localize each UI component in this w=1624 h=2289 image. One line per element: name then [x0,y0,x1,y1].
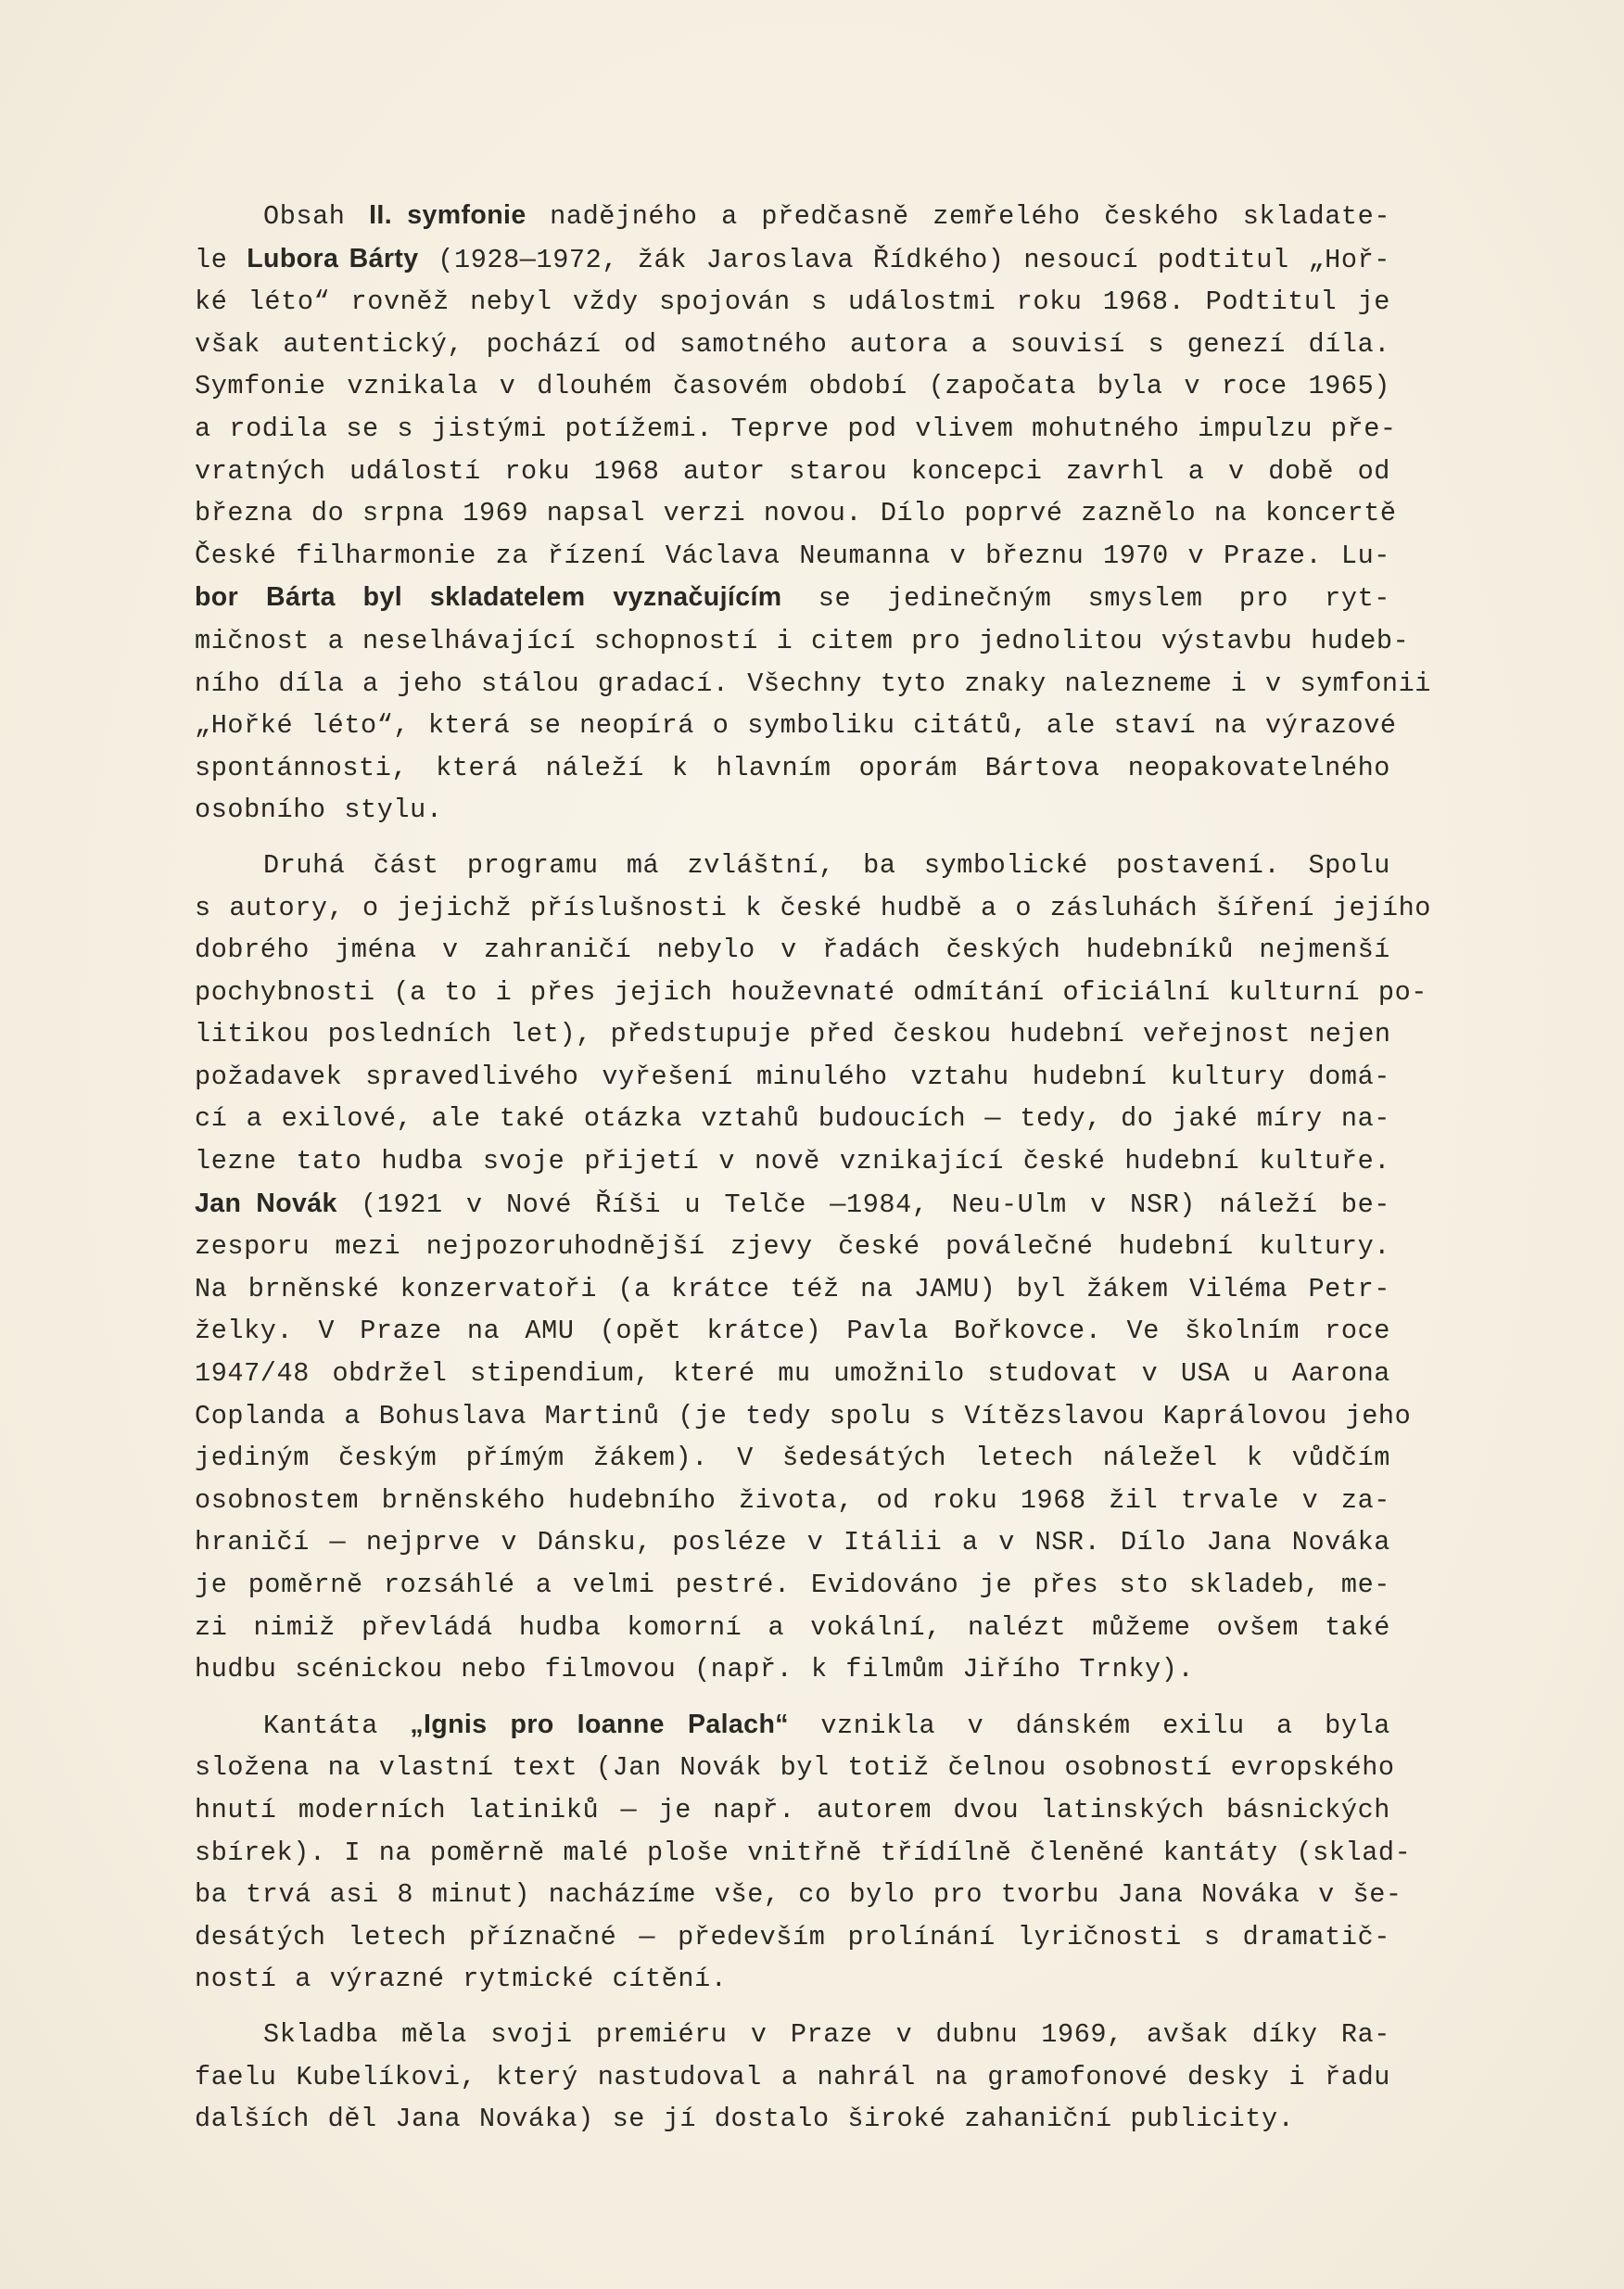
text-line [195,492,1397,535]
text-line [195,1832,1412,1875]
text-line [195,705,1397,747]
text-segment: spontánnosti, která náleží k hlavním oporám Bártova neopakovatelného [195,752,1390,783]
text-segment: března do srpna 1969 napsal verzi novou. Dílo poprvé zaznělo na koncertě [195,498,1397,529]
text-segment: je poměrně rozsáhlé a velmi pestré. Evidováno je přes sto skladeb, me- [195,1570,1390,1600]
text-segment: litikou posledních let), předstupuje před českou hudební veřejnost nejen [195,1019,1391,1050]
text-segment: ké léto“ rovněž nebyl vždy spojován s událostmi roku 1968. Podtitul je [195,286,1390,318]
text-segment: nadějného a předčasně zemřelého českého skladate- [526,201,1391,232]
text-segment: složena na vlastní text (Jan Novák byl totiž čelnou osobností evropského [195,1752,1395,1784]
text-segment: ba trvá asi 8 minut) nacházíme vše, co bylo pro tvorbu Jana Nováka v še- [195,1879,1402,1911]
text-line [195,1521,1390,1564]
text-segment: Na brněnské konzervatoři (a krátce též na JAMU) byl žákem Viléma Petr- [195,1273,1390,1304]
text-line [195,1056,1390,1099]
text-line [195,1648,1390,1691]
bold-text: bor Bárta byl skladatelem vyznačujícím [195,582,782,613]
text-line [195,1916,1390,1959]
text-segment: Druhá část programu má zvláštní, ba symbolické postavení. Spolu [263,849,1390,881]
text-line [195,195,1390,238]
text-segment: ností a výrazné rytmické cítění. [195,1964,728,1995]
text-segment: dalších děl Jana Nováka) se jí dostalo široké zahaniční publicity. [195,2104,1295,2135]
text-line [195,2056,1390,2099]
text-line [195,2014,1390,2056]
text-line [195,365,1390,408]
text-segment: zesporu mezi nejpozoruhodnější zjevy české poválečné hudební kultury. [195,1231,1390,1263]
text-segment: Coplanda a Bohuslava Martinů (je tedy spolu s Vítězslavou Kaprálovou jeho [195,1400,1412,1431]
paragraph-p3 [195,1704,1412,2001]
text-line [195,451,1390,493]
text-line [195,408,1397,451]
text-line [195,1789,1390,1832]
bold-text: „Ignis pro Ioanne Palach“ [410,1709,789,1739]
text-segment: vratných událostí roku 1968 autor starou koncepci zavrhl a v době od [195,455,1390,487]
text-line [195,1747,1395,1789]
text-segment: zi nimiž převládá hudba komorní a vokální, nalézt můžeme ovšem také [195,1611,1390,1643]
text-line [195,1480,1390,1522]
text-segment: osobnostem brněnského hudebního života, od roku 1968 žil trvale v za- [195,1484,1390,1516]
text-segment: požadavek spravedlivého vyřešení minulého vztahu hudební kultury domá- [195,1061,1390,1092]
text-segment: mičnost a neselhávající schopností i citem pro jednolitou výstavbu hudeb- [195,625,1410,656]
text-segment: 1947/48 obdržel stipendium, které mu umožnilo studovat v USA u Aarona [195,1358,1390,1390]
text-line [195,1140,1390,1183]
text-line [195,929,1390,972]
text-line [195,789,1390,832]
text-segment: želky. V Praze na AMU (opět krátce) Pavla Bořkovce. Ve školním roce [195,1316,1390,1347]
text-line [195,2098,1390,2141]
paragraph-p2 [195,845,1432,1691]
text-segment: desátých letech příznačné — především prolínání lyričnosti s dramatič- [195,1921,1390,1952]
text-segment: se jedinečným smyslem pro ryt- [781,583,1390,615]
text-line [195,1098,1390,1140]
text-line [195,1226,1390,1268]
text-segment: vznikla v dánském exilu a byla [788,1710,1390,1741]
text-line [195,1013,1390,1056]
text-segment: cí a exilové, ale také otázka vztahů budoucích — tedy, do jaké míry na- [195,1103,1390,1135]
text-segment: jediným českým přímým žákem). V šedesátých letech náležel k vůdčím [195,1443,1390,1474]
body-text [195,195,1432,2154]
text-line [195,747,1390,790]
text-line [195,577,1390,620]
text-line [195,1353,1390,1395]
text-line [195,1395,1412,1438]
text-line [195,281,1390,324]
text-line [195,1874,1402,1916]
text-segment: hudbu scénickou nebo filmovou (např. k filmům Jiřího Trnky). [195,1654,1195,1685]
text-segment: a rodila se s jistými potížemi. Teprve pod vlivem mohutného impulzu pře- [195,413,1397,444]
text-segment: hraničí — nejprve v Dánsku, posléze v Itálii a v NSR. Dílo Jana Nováka [195,1527,1390,1558]
text-line [195,324,1390,366]
text-segment: sbírek). I na poměrně malé ploše vnitřně třídílně členěné kantáty (sklad- [195,1837,1412,1868]
text-line [195,887,1432,930]
text-segment: Symfonie vznikala v dlouhém časovém období (započata byla v roce 1965) [195,371,1390,402]
text-line [195,1564,1390,1607]
text-segment: lezne tato hudba svoje přijetí v nově vznikající české hudební kultuře. [195,1146,1390,1177]
text-segment: Kantáta [263,1710,411,1741]
text-line [195,663,1432,706]
text-segment: ního díla a jeho stálou gradací. Všechny tyto znaky nalezneme i v symfonii [195,668,1432,699]
paragraph-p4 [195,2014,1390,2141]
text-segment: faelu Kubelíkovi, který nastudoval a nahrál na gramofonové desky i řadu [195,2061,1390,2092]
text-segment: s autory, o jejichž příslušnosti k české hudbě a o zásluhách šíření jejího [195,892,1432,923]
text-line [195,535,1390,578]
text-line [195,1607,1390,1649]
text-segment: Skladba měla svoji premiéru v Praze v dubnu 1969, avšak díky Ra- [263,2018,1390,2050]
bold-text: Jan Novák [195,1188,337,1218]
bold-text: II. symfonie [369,200,527,230]
text-line [195,1268,1390,1311]
text-segment: dobrého jména v zahraničí nebylo v řadách českých hudebníků nejmenší [195,935,1390,966]
bold-text: Lubora Bárty [247,243,419,273]
text-segment: (1928—1972, žák Jaroslava Řídkého) nesoucí podtitul „Hoř- [418,244,1390,275]
text-line [195,1704,1390,1748]
text-line [195,1958,1390,2001]
text-segment: Obsah [263,201,370,232]
text-line [195,1437,1390,1480]
text-segment: však autentický, pochází od samotného autora a souvisí s genezí díla. [195,328,1390,360]
text-segment: hnutí moderních latiniků — je např. autorem dvou latinských básnických [195,1794,1390,1825]
text-line [195,972,1428,1014]
text-line [195,1183,1390,1227]
text-line [195,845,1390,887]
text-segment: „Hořké léto“, která se neopírá o symboliku citátů, ale staví na výrazové [195,710,1397,742]
text-line [195,620,1410,663]
text-segment: le [195,244,247,275]
text-segment: České filharmonie za řízení Václava Neumanna v březnu 1970 v Praze. Lu- [195,540,1390,571]
text-segment: osobního stylu. [195,795,443,826]
paragraph-p1 [195,195,1432,832]
text-segment: pochybnosti (a to i přes jejich houževnaté odmítání oficiální kulturní po- [195,976,1428,1008]
text-line [195,1310,1390,1353]
text-line [195,238,1390,282]
text-segment: (1921 v Nové Říši u Telče —1984, Neu-Ulm v NSR) náleží be- [336,1189,1391,1220]
